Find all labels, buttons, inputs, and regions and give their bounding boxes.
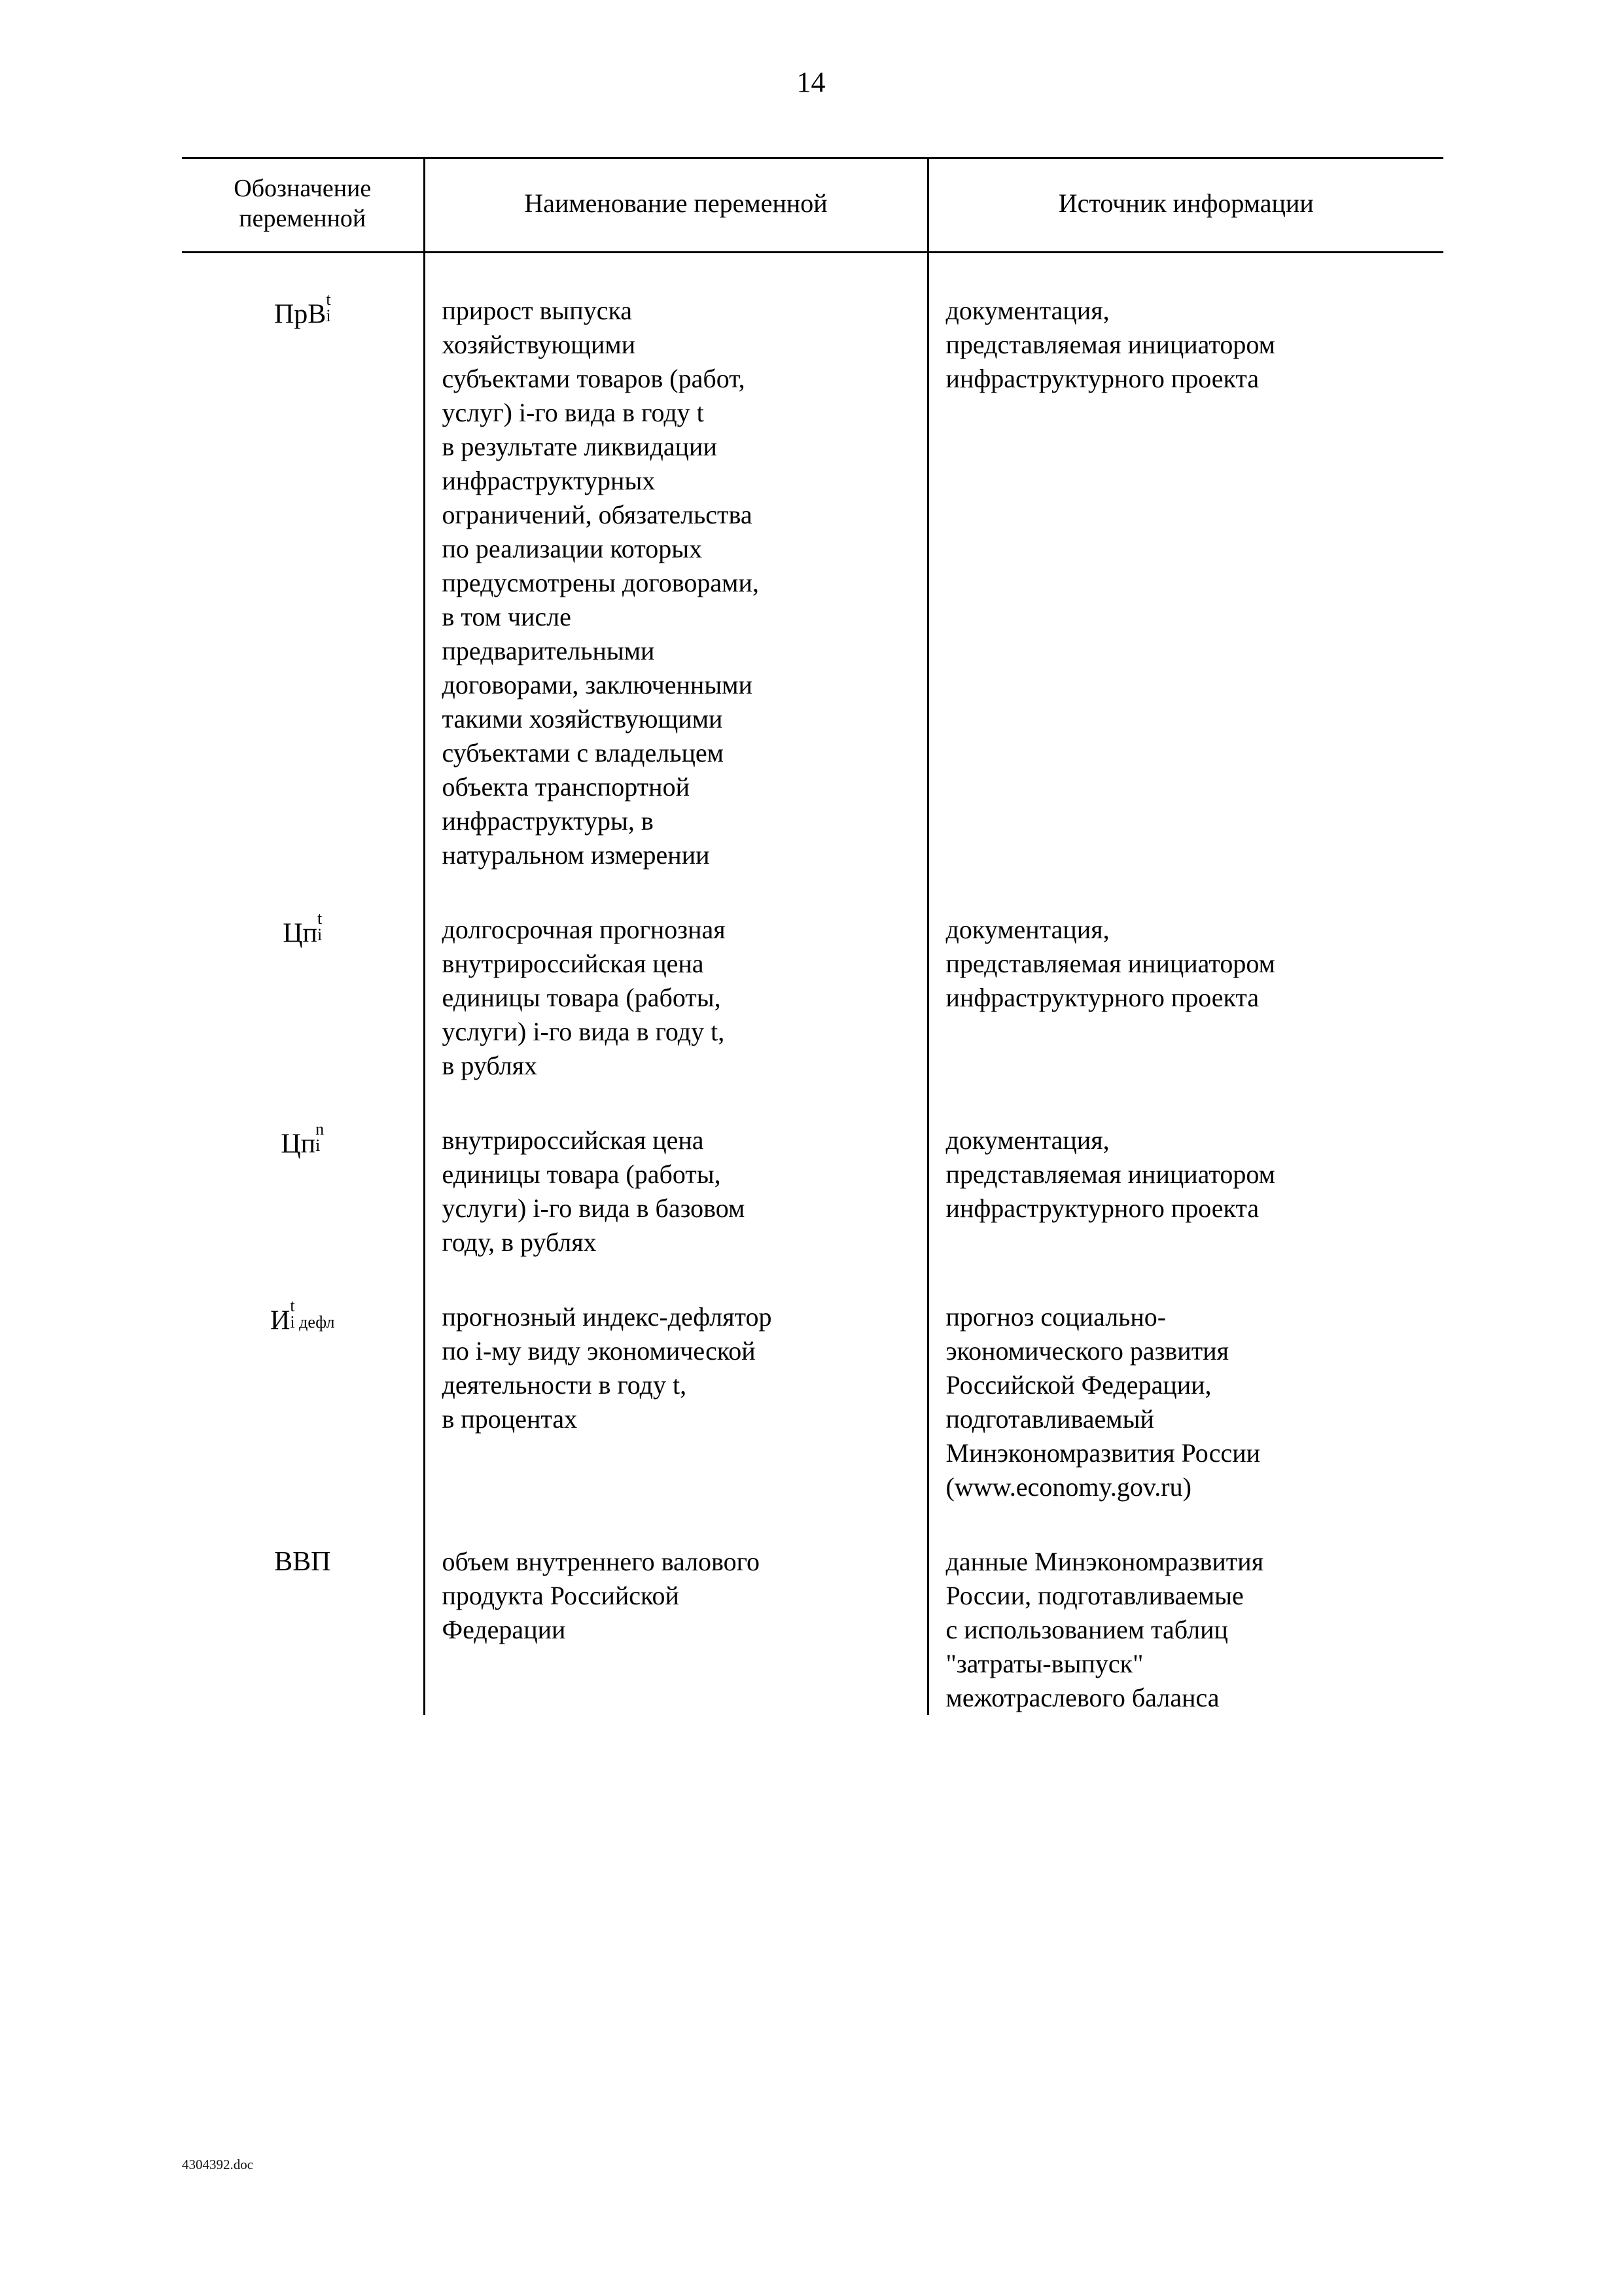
text-line: хозяйствующими xyxy=(442,329,636,359)
text-line: России, подготавливаемые xyxy=(945,1580,1244,1610)
text-line: продукта Российской xyxy=(442,1580,679,1610)
variable-name-cell xyxy=(424,894,928,1083)
column-header-source: Источник информации xyxy=(928,158,1443,253)
variable-source-cell xyxy=(928,894,1443,1083)
text-line: услуги) i-го вида в году t, xyxy=(442,1016,725,1046)
text-line: документация, xyxy=(945,295,1110,325)
text-line: (www.economy.gov.ru) xyxy=(945,1472,1191,1502)
table-header-row xyxy=(182,158,1443,253)
text-line: инфраструктуры, в xyxy=(442,805,654,836)
text-line: по i-му виду экономической xyxy=(442,1335,756,1366)
text-line: представляемая инициатором xyxy=(945,948,1275,978)
text-line: натуральном измерении xyxy=(442,839,710,870)
text-line: с использованием таблиц xyxy=(945,1614,1228,1644)
text-line: деятельности в году t, xyxy=(442,1369,687,1400)
table-spacer-row xyxy=(182,1260,1443,1282)
variable-source-cell xyxy=(928,1527,1443,1715)
variable-source-cell xyxy=(928,1105,1443,1260)
text-line: прирост выпуска xyxy=(442,295,633,325)
variable-symbol: И t i дефл xyxy=(270,1296,335,1336)
table-row xyxy=(182,275,1443,872)
variable-symbol: ВВП xyxy=(274,1546,331,1577)
text-line: Минэкономразвития России xyxy=(945,1438,1261,1468)
footer-filename: 4304392.doc xyxy=(182,2157,254,2172)
variable-source-cell xyxy=(928,275,1443,872)
variable-name-cell xyxy=(424,1105,928,1260)
text-line: инфраструктурного проекта xyxy=(945,982,1260,1012)
text-line: в процентах xyxy=(442,1404,578,1434)
table-row xyxy=(182,1527,1443,1715)
variable-symbol-cell xyxy=(182,1282,424,1504)
text-line: предварительными xyxy=(442,635,655,665)
text-line: подготавливаемый xyxy=(945,1404,1154,1434)
text-line: межотраслевого баланса xyxy=(945,1682,1220,1712)
variables-table xyxy=(182,157,1443,1715)
variable-source-cell xyxy=(928,1282,1443,1504)
table-row xyxy=(182,894,1443,1083)
text-line: Российской Федерации, xyxy=(945,1369,1212,1400)
text-line: субъектами товаров (работ, xyxy=(442,363,745,393)
text-line: по реализации которых xyxy=(442,533,703,563)
text-line: услуги) i-го вида в базовом xyxy=(442,1193,745,1223)
table-spacer-row xyxy=(182,1083,1443,1105)
text-line: в том числе xyxy=(442,601,571,631)
text-line: прогнозный индекс-дефлятор xyxy=(442,1301,772,1332)
text-line: документация, xyxy=(945,1125,1110,1155)
table-spacer-row xyxy=(182,252,1443,275)
variable-name-cell xyxy=(424,1527,928,1715)
text-line: инфраструктурных xyxy=(442,465,656,495)
table-spacer-row xyxy=(182,872,1443,894)
variable-symbol-cell xyxy=(182,1527,424,1715)
variable-symbol: Цп t i xyxy=(283,909,323,949)
table-body xyxy=(182,252,1443,1715)
text-line: в результате ликвидации xyxy=(442,431,717,461)
table-row xyxy=(182,1282,1443,1504)
variable-name-cell xyxy=(424,275,928,872)
text-line: единицы товара (работы, xyxy=(442,982,721,1012)
text-line: в рублях xyxy=(442,1050,538,1080)
table-spacer-row xyxy=(182,1504,1443,1527)
table-row xyxy=(182,1105,1443,1260)
text-line: такими хозяйствующими xyxy=(442,703,723,733)
text-line: документация, xyxy=(945,914,1110,944)
text-line: представляемая инициатором xyxy=(945,329,1275,359)
variable-symbol-cell xyxy=(182,894,424,1083)
text-line: "затраты-выпуск" xyxy=(945,1648,1144,1678)
text-line: долгосрочная прогнозная xyxy=(442,914,726,944)
column-header-name: Наименование переменной xyxy=(424,158,928,253)
variable-symbol-cell xyxy=(182,1105,424,1260)
text-line: объем внутреннего валового xyxy=(442,1546,760,1576)
text-line: объекта транспортной xyxy=(442,771,690,802)
text-line: услуг) i-го вида в году t xyxy=(442,397,704,427)
text-line: Федерации xyxy=(442,1614,566,1644)
variable-symbol: ПрВ t i xyxy=(273,290,331,330)
text-line: прогноз социально- xyxy=(945,1301,1167,1332)
variable-name-cell xyxy=(424,1282,928,1504)
text-line: внутрироссийская цена xyxy=(442,1125,704,1155)
text-line: внутрироссийская цена xyxy=(442,948,704,978)
text-line: экономического развития xyxy=(945,1335,1229,1366)
text-line: договорами, заключенными xyxy=(442,669,752,699)
text-line: единицы товара (работы, xyxy=(442,1159,721,1189)
variable-symbol-cell xyxy=(182,275,424,872)
text-line: субъектами с владельцем xyxy=(442,737,724,768)
text-line: году, в рублях xyxy=(442,1227,597,1257)
text-line: ограничений, обязательства xyxy=(442,499,752,529)
text-line: предусмотрены договорами, xyxy=(442,567,759,597)
column-header-symbol: Обозначение переменной xyxy=(182,158,424,253)
page-number: 14 xyxy=(796,66,826,98)
table-header xyxy=(182,158,1443,253)
text-line: представляемая инициатором xyxy=(945,1159,1275,1189)
variables-table-container xyxy=(182,157,1443,1715)
text-line: инфраструктурного проекта xyxy=(945,363,1260,393)
text-line: данные Минэкономразвития xyxy=(945,1546,1264,1576)
text-line: инфраструктурного проекта xyxy=(945,1193,1260,1223)
variable-symbol: Цп n i xyxy=(281,1120,325,1159)
